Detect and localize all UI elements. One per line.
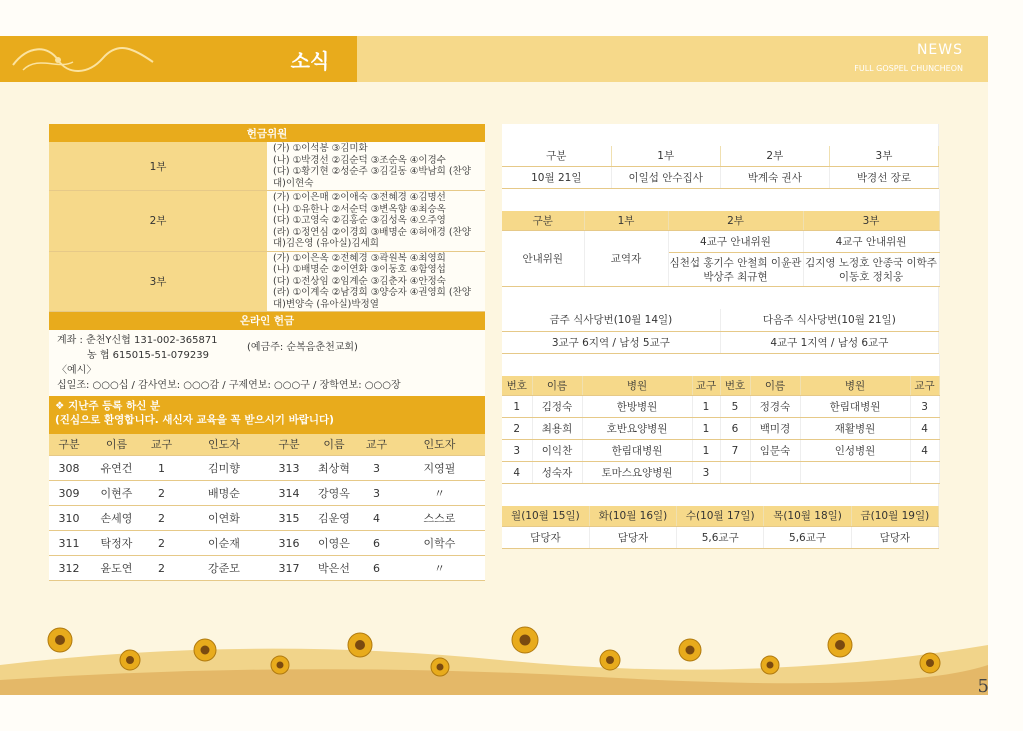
table-cell: 314 [269,481,309,506]
patients-header-row [502,376,939,396]
table-cell: 〃 [394,481,485,506]
hyemin-day: 수(10월 17일) [677,506,764,526]
tithe-line: (다) ①전상임 ②임계순 ③김춘자 ④안정숙 [273,275,446,287]
prayer-header: 구분 [502,146,611,166]
table-row [49,456,485,481]
service-second-names: 심천섭 홍기수 안철희 이윤관 박상주 최규현 [668,253,803,287]
patients-column-header: 병원 [582,376,692,396]
meal-this-week: 금주 식사당번(10월 14일) [502,309,720,331]
table-row [502,396,939,418]
table-cell: 정경숙 [750,396,800,418]
table-row [502,462,939,484]
newcomer-subtitle: (진심으로 환영합니다. 새신자 교육을 꼭 받으시기 바랍니다) [55,413,334,426]
newcomer-header-row [49,434,485,456]
hyemin-duty: 5,6교구 [764,526,851,548]
table-cell: 이익찬 [532,440,582,462]
table-cell: 317 [269,556,309,581]
tithe-group-label: 2부 [49,191,267,252]
tithe-title: 헌금위원 [49,124,485,142]
newcomer-column-header: 인도자 [394,434,485,456]
prayer-header: 3부 [829,146,938,166]
service-title: 봉사위원 (10월) [502,189,939,211]
table-cell: 한림대병원 [582,440,692,462]
prayer-cell: 박계숙 권사 [720,166,829,188]
tithe-group-label: 3부 [49,251,267,312]
table-row [49,506,485,531]
table-row [49,481,485,506]
table-cell: 강준모 [179,556,269,581]
tithe-line: (다) ①황기현 ②성순주 ③김길동 ④박남희 (찬양대)이현숙 [273,166,471,189]
newcomer-column-header: 교구 [359,434,394,456]
table-cell: 4 [359,506,394,531]
tithe-line: (라) ①이계숙 ②남경희 ③양승자 ④권영희 (찬양대)변양숙 (유아실)박정열 [273,287,471,310]
account-line-1: 계좌 : 춘천Y신협 131-002-365871 [57,334,218,346]
table-row [49,531,485,556]
newcomer-title: ❖ 지난주 등록 하신 분 [55,399,161,412]
table-cell: 311 [49,531,89,556]
prayer-cell: 10월 21일 [502,166,611,188]
tithe-line: (나) ①박경선 ②김순덕 ③조순옥 ④이경수 [273,154,446,166]
hyemin-duty-row [502,526,939,548]
service-header: 3부 [803,211,939,231]
table-cell: 이학수 [394,531,485,556]
table-cell: 3 [359,481,394,506]
table-cell: 한림대병원 [800,396,910,418]
table-cell: 백미경 [750,418,800,440]
meal-next-detail: 4교구 1지역 / 남성 6교구 [720,331,938,353]
swirl-ornament-icon [8,40,158,80]
newcomer-column-header: 구분 [49,434,89,456]
tithe-line: (나) ①유한나 ②서순덕 ③변옥향 ④최승옥 [273,203,446,215]
prayer-table [502,124,939,189]
table-cell: 6 [359,531,394,556]
newcomer-column-header: 구분 [269,434,309,456]
table-cell: 호반요양병원 [582,418,692,440]
newcomer-column-header: 교구 [144,434,179,456]
hyemin-day: 화(10월 16일) [589,506,676,526]
newcomer-column-header: 이름 [309,434,359,456]
table-cell: 김운영 [309,506,359,531]
table-cell: 이영은 [309,531,359,556]
service-third-names: 김지영 노정호 안종국 이학주 이동호 정치웅 [803,253,939,287]
table-cell [910,462,939,484]
patients-title: 환우소식 [502,354,939,376]
table-cell: 최용희 [532,418,582,440]
service-header: 2부 [668,211,803,231]
hyemin-day: 금(10월 19일) [851,506,938,526]
news-subtitle: FULL GOSPEL CHUNCHEON [854,64,963,73]
service-third-top: 4교구 안내위원 [803,231,939,253]
table-cell: 310 [49,506,89,531]
account-line-2: 농 협 615015-51-079239 [87,349,209,361]
table-cell: 강영옥 [309,481,359,506]
tithe-table [49,124,485,330]
table-cell: 윤도연 [89,556,144,581]
account-holder: (예금주: 순복음춘천교회) [247,341,358,353]
service-table [502,189,940,288]
table-cell: 316 [269,531,309,556]
table-row [502,440,939,462]
online-offering-info [49,330,485,396]
tithe-line: (라) ①정연심 ②이경희 ③배명순 ④허애경 (찬양대)김은영 (유아실)김세희 [273,226,471,249]
meal-table [502,287,939,354]
table-cell: 성숙자 [532,462,582,484]
table-cell: 1 [692,396,720,418]
tithe-group-label: 1부 [49,142,267,191]
meal-title: 식사당번 [502,287,939,309]
news-label: NEWS [916,42,963,58]
table-cell: 배명순 [179,481,269,506]
hyemin-title: 혜민사랑의집 식사당번 [502,484,939,506]
table-cell: 〃 [394,556,485,581]
hyemin-duty: 담당자 [851,526,938,548]
hyemin-table [502,484,939,549]
table-cell: 이연화 [179,506,269,531]
table-cell: 이순재 [179,531,269,556]
table-cell: 4 [910,440,939,462]
table-cell: 6 [359,556,394,581]
table-cell: 7 [720,440,750,462]
patients-table [502,354,940,485]
table-cell: 박은선 [309,556,359,581]
prayer-title: 기도위원 [502,124,939,146]
table-cell: 손세영 [89,506,144,531]
table-cell: 유연건 [89,456,144,481]
table-cell: 3 [502,440,532,462]
tithe-line: (가) ①이석봉 ③김미화 [273,143,368,154]
table-cell [720,462,750,484]
table-cell: 3 [692,462,720,484]
table-cell: 3 [359,456,394,481]
tithe-group-names [267,191,485,252]
hyemin-day: 목(10월 18일) [764,506,851,526]
table-cell: 1 [502,396,532,418]
table-cell: 315 [269,506,309,531]
table-cell: 312 [49,556,89,581]
table-cell: 탁정자 [89,531,144,556]
patients-column-header: 교구 [692,376,720,396]
patients-column-header: 병원 [800,376,910,396]
table-row [49,556,485,581]
table-cell: 스스로 [394,506,485,531]
page-title: 소식 [290,49,330,73]
table-cell: 2 [502,418,532,440]
table-cell: 1 [144,456,179,481]
left-column [49,124,485,581]
newcomer-column-header: 이름 [89,434,144,456]
table-cell: 한방병원 [582,396,692,418]
prayer-header: 2부 [720,146,829,166]
tithe-line: (나) ①배명순 ②이연화 ③이동호 ④함영섭 [273,264,446,275]
service-first: 교역자 [584,231,668,287]
patients-column-header: 번호 [720,376,750,396]
patients-column-header: 이름 [750,376,800,396]
tithe-line: (가) ①이은옥 ②전혜경 ③곽원복 ④최영희 [273,252,446,264]
table-cell: 5 [720,396,750,418]
table-cell: 2 [144,506,179,531]
tithe-group-names [267,142,485,191]
patients-column-header: 번호 [502,376,532,396]
table-cell: 인성병원 [800,440,910,462]
right-column [502,124,939,549]
table-cell: 4 [910,418,939,440]
hyemin-day: 월(10월 15일) [502,506,589,526]
tithe-line: (다) ①고영숙 ②김홍순 ③김성옥 ④오주영 [273,215,446,226]
service-second-top: 4교구 안내위원 [668,231,803,253]
table-cell: 4 [502,462,532,484]
meal-next-week: 다음주 식사당번(10월 21일) [720,309,938,331]
table-cell [750,462,800,484]
table-cell: 김미향 [179,456,269,481]
table-cell: 313 [269,456,309,481]
prayer-header: 1부 [611,146,720,166]
table-cell: 지영필 [394,456,485,481]
newcomer-column-header: 인도자 [179,434,269,456]
table-cell: 308 [49,456,89,481]
table-cell: 최상혁 [309,456,359,481]
table-cell: 6 [720,418,750,440]
table-cell: 이현주 [89,481,144,506]
table-cell [800,462,910,484]
table-cell: 김정숙 [532,396,582,418]
table-cell: 재활병원 [800,418,910,440]
patients-column-header: 교구 [910,376,939,396]
page-number: 5 [977,676,989,697]
patients-column-header: 이름 [532,376,582,396]
online-offering-title: 온라인 헌금 [49,312,485,330]
table-row [502,418,939,440]
example-text: 십일조: ○○○십 / 감사연보: ○○○감 / 구제연보: ○○○구 / 장학연보: ○○○장 [57,379,401,391]
prayer-cell: 이일섭 안수집사 [611,166,720,188]
newcomer-header [49,396,485,434]
table-cell: 1 [692,440,720,462]
service-label: 안내위원 [502,231,584,287]
service-header: 1부 [584,211,668,231]
table-cell: 2 [144,556,179,581]
table-cell: 2 [144,481,179,506]
table-cell: 2 [144,531,179,556]
example-label: 〈예시〉 [57,364,97,376]
service-header: 구분 [502,211,584,231]
table-cell: 토마스요양병원 [582,462,692,484]
table-cell: 임문숙 [750,440,800,462]
table-cell: 3 [910,396,939,418]
hyemin-duty: 담당자 [502,526,589,548]
sunflower-field-icon [0,605,988,695]
prayer-cell: 박경선 장로 [829,166,938,188]
tithe-group-names [267,251,485,312]
hyemin-days-row [502,506,939,526]
hyemin-duty: 담당자 [589,526,676,548]
table-cell: 309 [49,481,89,506]
meal-this-detail: 3교구 6지역 / 남성 5교구 [502,331,720,353]
newcomer-table [49,434,485,582]
tithe-line: (가) ①이은매 ②이애숙 ③전혜경 ④김명선 [273,192,446,203]
hyemin-duty: 5,6교구 [677,526,764,548]
table-cell: 1 [692,418,720,440]
